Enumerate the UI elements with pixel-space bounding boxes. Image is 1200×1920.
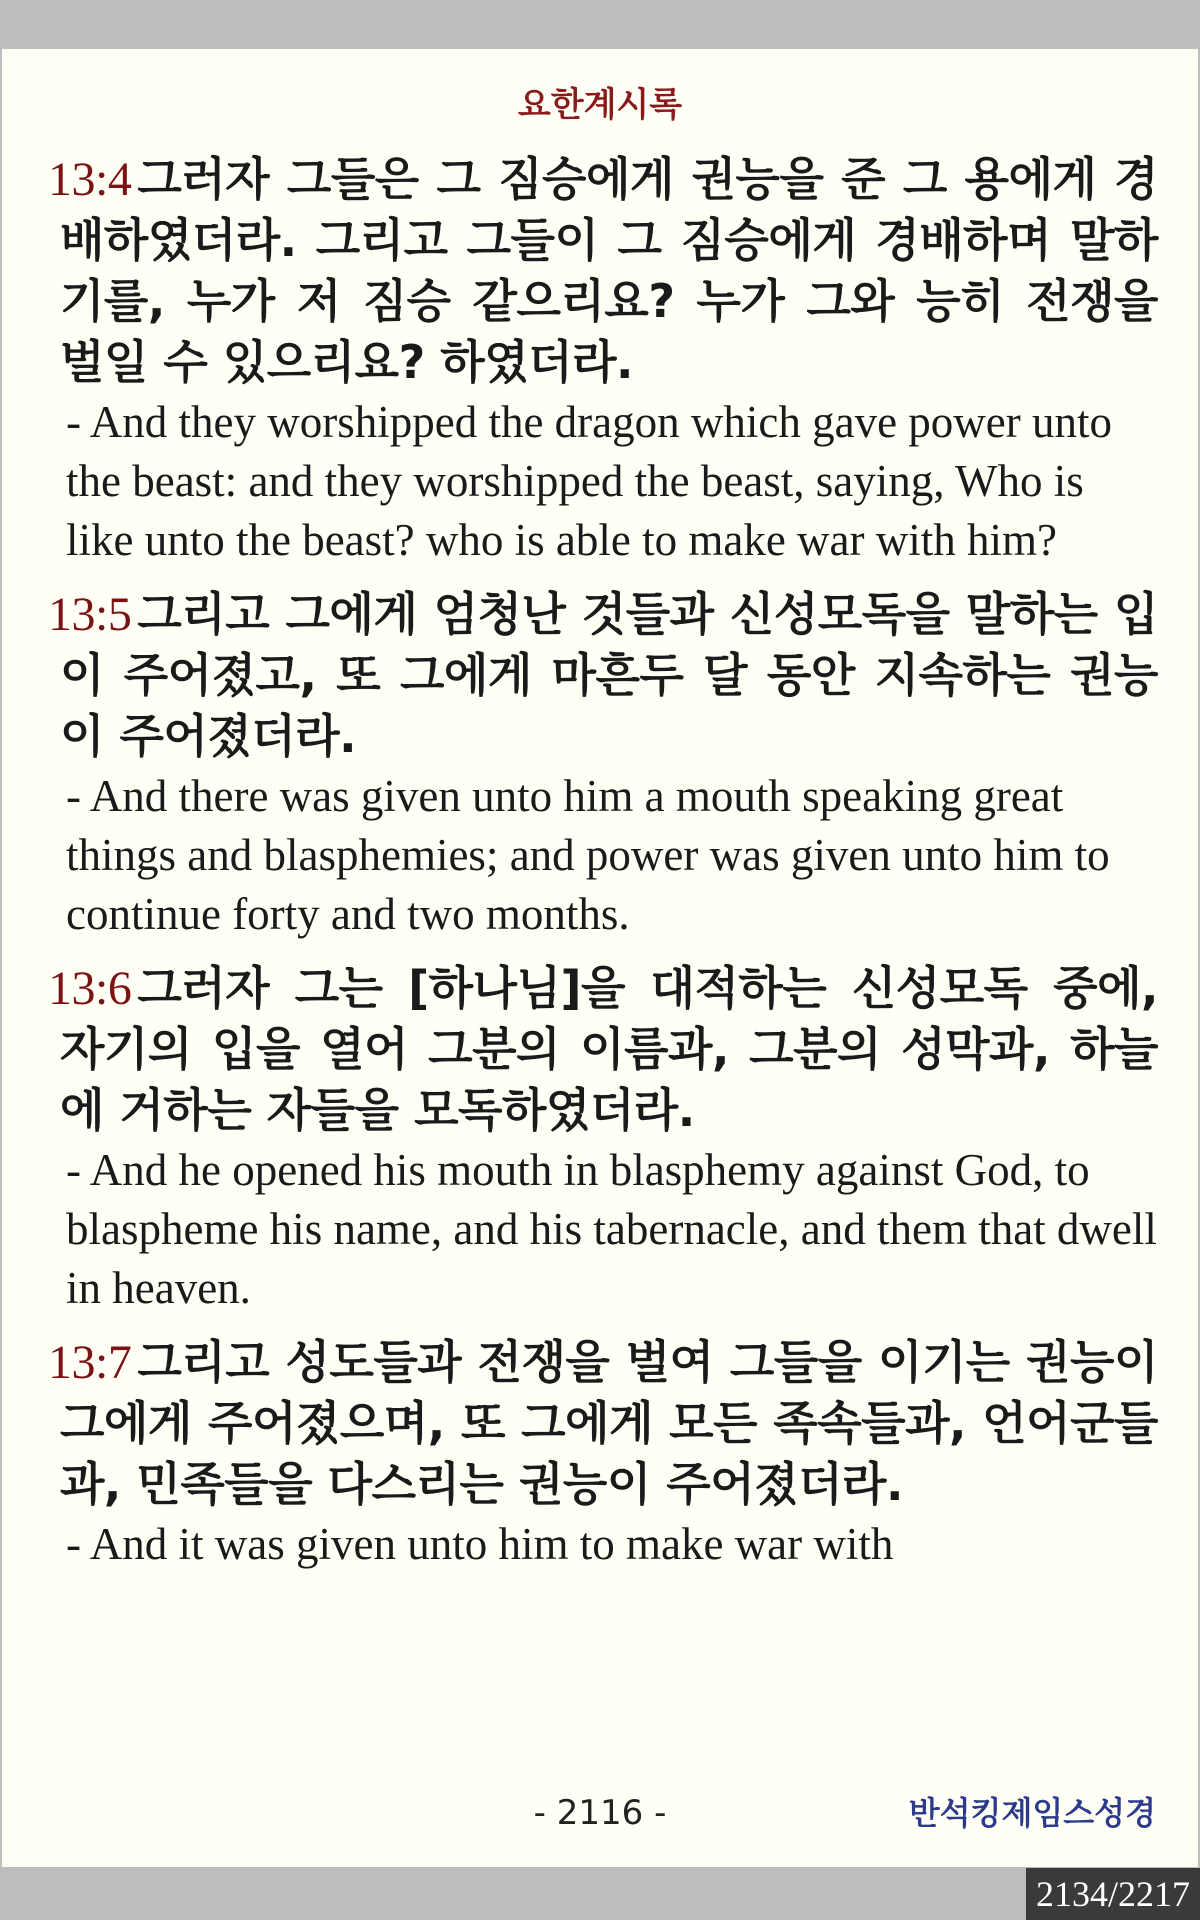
verse-korean-text: [48, 584, 1158, 767]
verse-13-6: [48, 958, 1158, 1318]
verse-english-text: - And he opened his mouth in blasphemy against God, to blaspheme his name, and his tabernacle, and them that dwell in heaven.: [66, 1145, 1157, 1313]
verse-korean-body: 그러자 그들은 그 짐승에게 권능을 준 그 용에게 경배하였더라. 그리고 그들이 그 짐승에게 경배하며 말하기를, 누가 저 짐승 같으리요? 누가 그와 능히 전쟁을 벌일 수 있으리요? 하였더라.: [60, 152, 1158, 389]
verse-13-7: [48, 1332, 1158, 1574]
page-number: - 2116 -: [533, 1793, 667, 1833]
verse-number: 13:7: [48, 1336, 132, 1389]
verse-korean-body: 그러자 그는 [하나님]을 대적하는 신성모독 중에, 자기의 입을 열어 그분의 이름과, 그분의 성막과, 하늘에 거하는 자들을 모독하였더라.: [60, 961, 1158, 1137]
verse-korean-body: 그리고 성도들과 전쟁을 벌여 그들을 이기는 권능이 그에게 주어졌으며, 또 그에게 모든 족속들과, 언어군들과, 민족들을 다스리는 권능이 주어졌더라.: [60, 1335, 1158, 1511]
verse-number: 13:6: [48, 962, 132, 1015]
book-title: 요한계시록: [517, 85, 683, 125]
verse-korean-body: 그리고 그에게 엄청난 것들과 신성모독을 말하는 입이 주어졌고, 또 그에게 마흔두 달 동안 지속하는 권능이 주어졌더라.: [60, 587, 1158, 763]
document-page: [2, 49, 1198, 1867]
verse-korean-text: [48, 1332, 1158, 1515]
verse-english-text: - And it was given unto him to make war with: [66, 1519, 894, 1569]
verse-number: 13:4: [48, 153, 132, 206]
verse-list: [48, 149, 1158, 1588]
verse-number: 13:5: [48, 588, 132, 641]
verse-english-text: - And they worshipped the dragon which gave power unto the beast: and they worshipped the beast, saying, Who is like unto the beast? who is able to make war with him?: [66, 397, 1113, 565]
bible-name: 반석킹제임스성경: [908, 1794, 1156, 1832]
verse-korean-text: [48, 958, 1158, 1141]
page-counter: 2134/2217: [1026, 1868, 1200, 1920]
verse-13-5: [48, 584, 1158, 944]
verse-korean-text: [48, 149, 1158, 393]
verse-13-4: [48, 149, 1158, 570]
verse-english-text: - And there was given unto him a mouth speaking great things and blasphemies; and power was given unto him to continue forty and two months.: [66, 771, 1110, 939]
